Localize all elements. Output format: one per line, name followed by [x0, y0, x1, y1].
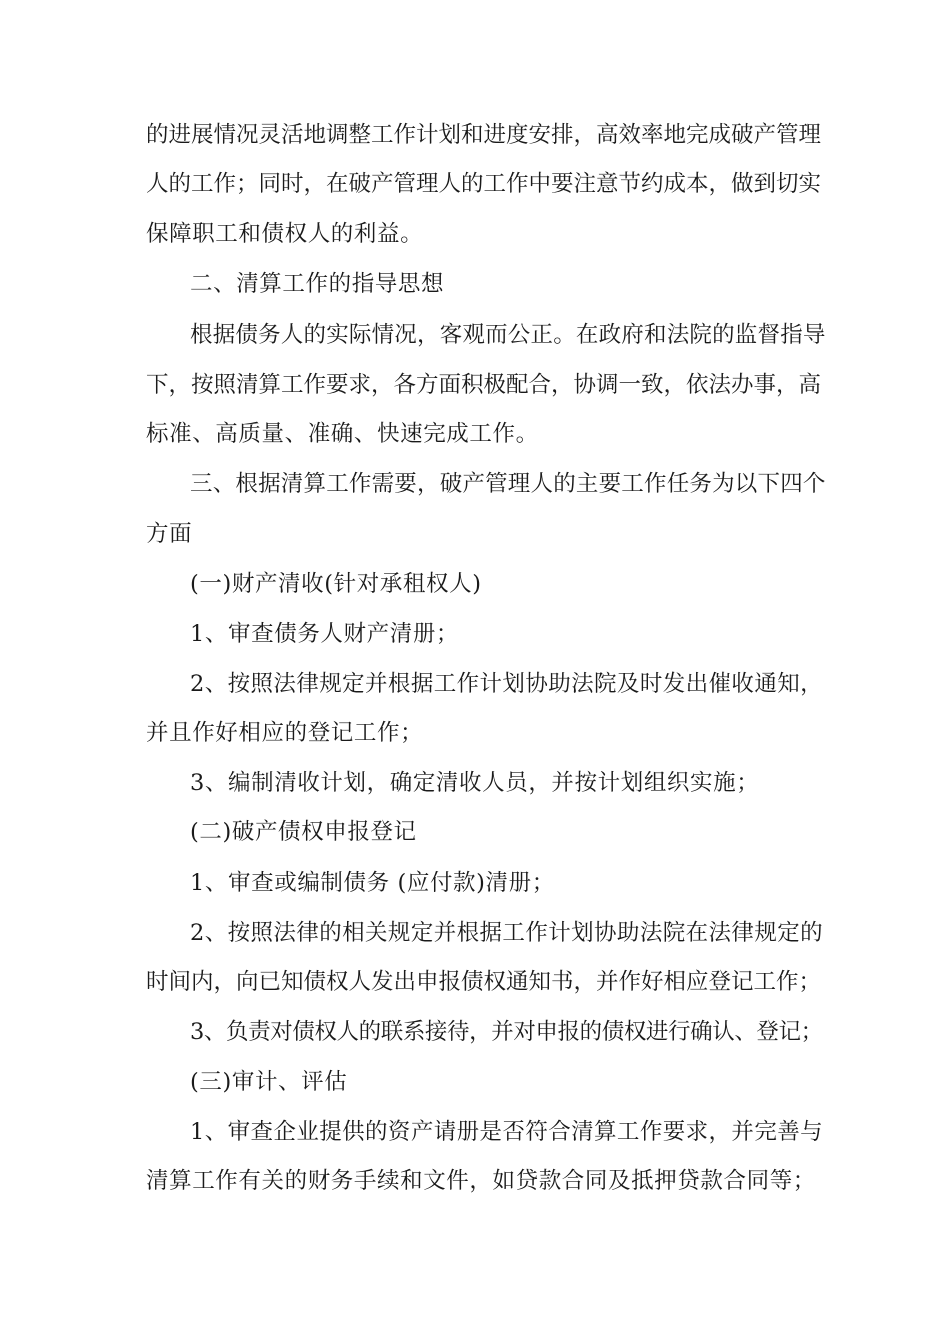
- list-item-continued: 清算工作有关的财务手续和文件，如贷款合同及抵押贷款合同等；: [146, 1168, 816, 1194]
- list-item: 1、审查债务人财产清册；: [190, 621, 460, 647]
- text-line: 根据债务人的实际情况，客观而公正。在政府和法院的监督指导: [190, 322, 826, 348]
- text-line: 人的工作；同时，在破产管理人的工作中要注意节约成本，做到切实: [146, 171, 822, 197]
- list-item: 1、审查企业提供的资产请册是否符合清算工作要求，并完善与: [190, 1119, 824, 1145]
- subsection-heading: (二)破产债权申报登记: [190, 819, 417, 845]
- section-heading-continued: 方面: [146, 521, 193, 547]
- subsection-heading: (一)财产清收(针对承租权人): [190, 571, 482, 597]
- text-line: 保障职工和债权人的利益。: [146, 221, 424, 247]
- list-item-continued: 时间内，向已知债权人发出申报债权通知书，并作好相应登记工作；: [146, 969, 822, 995]
- text-line: 标准、高质量、准确、快速完成工作。: [146, 421, 539, 447]
- list-item: 1、审查或编制债务 (应付款)清册；: [190, 870, 555, 896]
- list-item: 2、按照法律规定并根据工作计划协助法院及时发出催收通知，: [190, 671, 824, 697]
- section-heading: 三、根据清算工作需要，破产管理人的主要工作任务为以下四个: [190, 471, 826, 497]
- list-item-continued: 并且作好相应的登记工作；: [146, 720, 424, 746]
- text-line: 下，按照清算工作要求，各方面积极配合，协调一致，依法办事，高: [146, 372, 822, 398]
- subsection-heading: (三)审计、评估: [190, 1069, 348, 1095]
- text-line: 的进展情况灵活地调整工作计划和进度安排，高效率地完成破产管理: [146, 122, 822, 148]
- list-item: 3、负责对债权人的联系接待，并对申报的债权进行确认、登记；: [190, 1019, 823, 1045]
- list-item: 3、编制清收计划，确定清收人员，并按计划组织实施；: [190, 770, 760, 796]
- section-heading: 二、清算工作的指导思想: [190, 271, 445, 297]
- list-item: 2、按照法律的相关规定并根据工作计划协助法院在法律规定的: [190, 920, 824, 946]
